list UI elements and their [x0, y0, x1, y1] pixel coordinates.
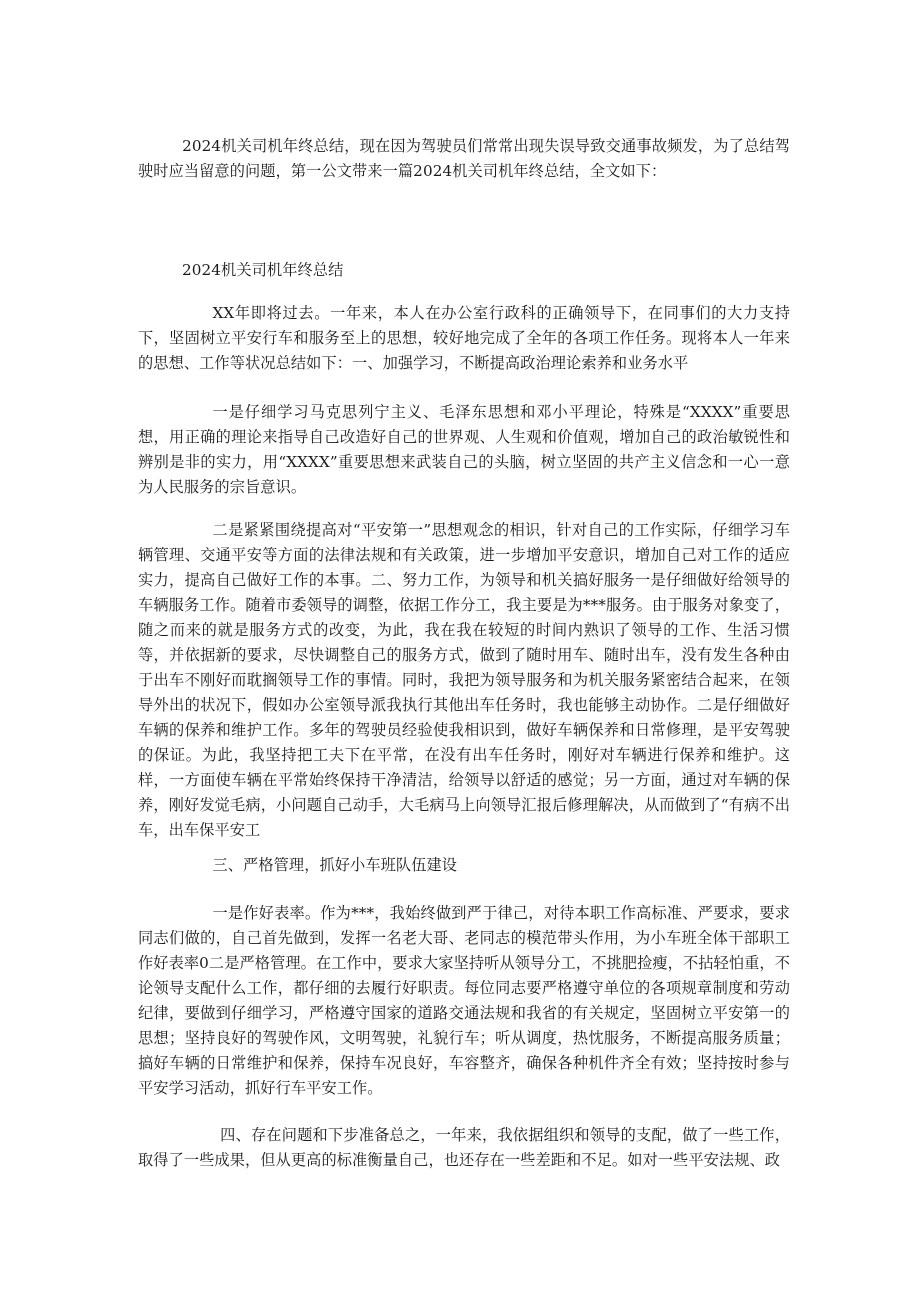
- intro-paragraph: 2024机关司机年终总结，现在因为驾驶员们常常出现失误导致交通事故频发，为了总结驾驶时应当留意的问题，第一公文带来一篇2024机关司机年终总结，全文如下：: [138, 137, 790, 180]
- body-paragraph: 一是作好表率。作为***，我始终做到严于律己，对待本职工作高标准、严要求，要求同志们做的，自己首先做到，发挥一名老大哥、老同志的模范带头作用，为小车班全体干部职工作好表率0二是严格管理。在工作中，要求大家坚持听从领导分工，不挑肥捡瘦，不拈轻怕重，不论领导支配什么工作，都仔细的去履行好职责。每位同志要严格遵守单位的各项规章制度和劳动纪律，要做到仔细学习，严格遵守国家的道路交通法规和我省的有关规定，坚固树立平安第一的思想；坚持良好的驾驶作风，文明驾驶，礼貌行车；听从调度，热忱服务，不断提高服务质量；搞好车辆的日常维护和保养，保持车况良好，车容整齐，确保各种机件齐全有效；坚持按时参与平安学习活动，抓好行车平安工作。: [138, 904, 790, 1097]
- document-title: 2024机关司机年终总结: [182, 261, 344, 279]
- section-heading: 三、严格管理，抓好小车班队伍建设: [212, 856, 458, 874]
- body-paragraph: 二是紧紧围绕提高对“平安第一”思想观念的相识，针对自己的工作实际，仔细学习车辆管理、交通平安等方面的法律法规和有关政策，进一步增加平安意识，增加自己对工作的适应实力，提高自己做好工作的本事。二、努力工作，为领导和机关搞好服务一是仔细做好给领导的车辆服务工作。随着市委领导的调整，依据工作分工，我主要是为***服务。由于服务对象变了，随之而来的就是服务方式的改变，为此，我在我在较短的时间内熟识了领导的工作、生活习惯等，并依据新的要求，尽快调整自己的服务方式，做到了随时用车、随时出车，没有发生各种由于出车不刚好而耽搁领导工作的事情。同时，我把为领导服务和为机关服务紧密结合起来，在领导外出的状况下，假如办公室领导派我执行其他出车任务时，我也能够主动协作。二是仔细做好车辆的保养和维护工作。多年的驾驶员经验使我相识到，做好车辆保养和日常修理，是平安驾驶的保证。为此，我坚持把工夫下在平常，在没有出车任务时，刚好对车辆进行保养和维护。这样，一方面使车辆在平常始终保持干净清洁，给领导以舒适的感觉；另一方面，通过对车辆的保养，刚好发觉毛病，小问题自己动手，大毛病马上向领导汇报后修理解决，从而做到了“有病不出车，出车保平安工: [138, 521, 790, 839]
- body-paragraph: 一是仔细学习马克思列宁主义、毛泽东思想和邓小平理论，特殊是“XXXX”重要思想，用正确的理论来指导自己改造好自己的世界观、人生观和价值观，增加自己的政治敏锐性和辨别是非的实力，用“XXXX”重要思想来武装自己的头脑，树立坚固的共产主义信念和一心一意为人民服务的宗旨意识。: [138, 403, 790, 496]
- body-paragraph: XX年即将过去。一年来，本人在办公室行政科的正确领导下，在同事们的大力支持下，坚固树立平安行车和服务至上的思想，较好地完成了全年的各项工作任务。现将本人一年来的思想、工作等状况总结如下：一、加强学习，不断提高政治理论索养和业务水平: [138, 304, 790, 372]
- body-paragraph: 四、存在问题和下步准备总之，一年来，我依据组织和领导的支配，做了一些工作，取得了一些成果，但从更高的标准衡量自己，也还存在一些差距和不足。如对一些平安法规、政: [138, 1126, 790, 1169]
